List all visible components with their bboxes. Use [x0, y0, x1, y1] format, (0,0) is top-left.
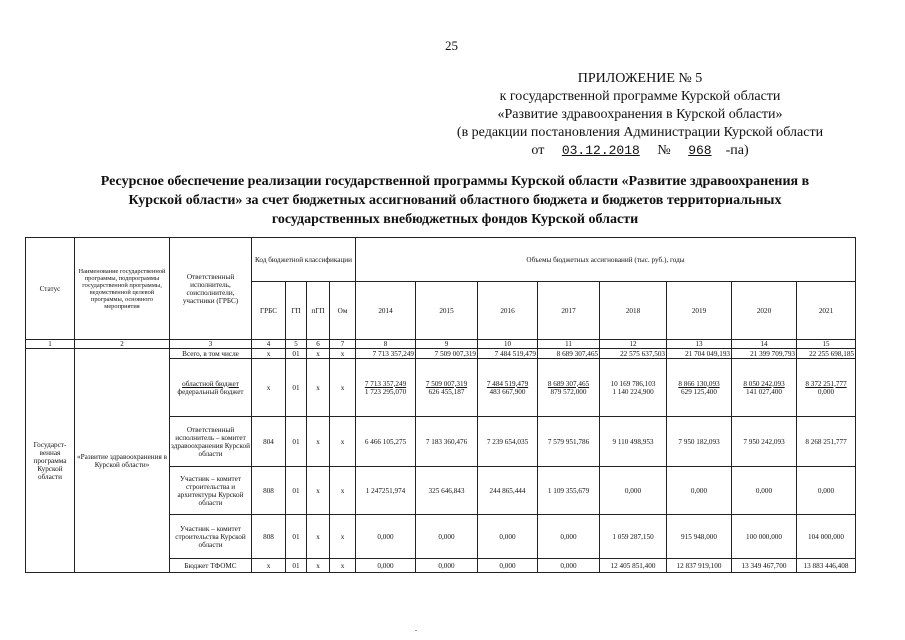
value-cell: 0,000 [416, 515, 478, 559]
value-cell: 7 484 519,479 [478, 349, 538, 359]
executor-cell: Бюджет ТФОМС [170, 559, 252, 573]
grbs-cell: х [252, 359, 286, 417]
federal-value: 879 572,000 [550, 387, 587, 396]
value-cell: 13 883 446,408 [797, 559, 856, 573]
appendix-title: ПРИЛОЖЕНИЕ № 5 [577, 71, 703, 86]
appendix-date-line [400, 142, 880, 160]
regional-value: 7 509 007,319 [425, 379, 468, 388]
value-cell: 21 704 049,193 [667, 349, 732, 359]
header-grbs: ГРБС [252, 282, 286, 340]
value-cell: 22 255 698,185 [797, 349, 856, 359]
value-cell: 7 950 242,093 [732, 417, 797, 467]
column-number: 11 [538, 340, 600, 349]
regional-budget-label: областной бюджет [182, 379, 239, 388]
value-cell: 7 950 182,093 [667, 417, 732, 467]
title-line-3: государственных внебюджетных фондов Курской области [271, 212, 639, 227]
executor-cell: Участник – комитет строительства Курской области [170, 515, 252, 559]
value-cell: 0,000 [356, 559, 416, 573]
column-number: 12 [600, 340, 667, 349]
scan-speck [415, 630, 417, 631]
header-budget-code: Код бюджетной классификации [252, 238, 356, 282]
gp-cell: 01 [286, 417, 307, 467]
grbs-cell: х [252, 559, 286, 573]
resolution-number: 968 [688, 143, 712, 158]
value-cell: 0,000 [797, 467, 856, 515]
pgp-cell: х [307, 359, 330, 417]
column-number: 1 [26, 340, 75, 349]
gp-cell: 01 [286, 515, 307, 559]
value-cell: 12 405 851,400 [600, 559, 667, 573]
value-cell: 0,000 [416, 559, 478, 573]
regional-value: 8 372 251,777 [805, 379, 847, 388]
resolution-date: 03.12.2018 [561, 143, 640, 158]
value-cell: 1 059 287,150 [600, 515, 667, 559]
regional-value: 10 169 786,103 [610, 379, 656, 388]
header-om: Ом [330, 282, 356, 340]
value-cell: 0,000 [600, 467, 667, 515]
header-program-name: Наименование государственной программы, подпрограммы государственной программы, ведомственной целевой программы, основного мероприятия [75, 238, 170, 340]
federal-budget-label: федеральный бюджет [177, 387, 244, 396]
grbs-cell: х [252, 349, 286, 359]
executor-cell: Ответственный исполнитель – комитет здравоохранения Курской области [170, 417, 252, 467]
appendix-program: к государственной программе Курской области [499, 89, 781, 104]
value-cell: 13 349 467,700 [732, 559, 797, 573]
value-cell [797, 359, 856, 417]
value-cell: 0,000 [538, 559, 600, 573]
header-gp: ГП [286, 282, 307, 340]
pgp-cell: х [307, 515, 330, 559]
column-number: 10 [478, 340, 538, 349]
value-cell: 21 399 709,793 [732, 349, 797, 359]
value-cell: 0,000 [732, 467, 797, 515]
regional-value: 8 866 130,093 [678, 379, 720, 388]
column-number: 3 [170, 340, 252, 349]
number-suffix: -па) [725, 143, 749, 158]
om-cell: х [330, 349, 356, 359]
title-line-1: Ресурсное обеспечение реализации государственной программы Курской области «Развитие здравоохранения в [100, 174, 810, 189]
program-name-cell: «Развитие здравоохранения в Курской области» [75, 349, 170, 573]
resource-table [25, 237, 856, 573]
column-number: 4 [252, 340, 286, 349]
value-cell: 9 110 498,953 [600, 417, 667, 467]
federal-value: 1 723 295,070 [364, 387, 407, 396]
value-cell: 244 865,444 [478, 467, 538, 515]
value-cell [478, 359, 538, 417]
column-number: 13 [667, 340, 732, 349]
federal-value: 626 455,187 [428, 387, 465, 396]
value-cell: 104 000,000 [797, 515, 856, 559]
value-cell: 0,000 [538, 515, 600, 559]
value-cell: 7 183 360,476 [416, 417, 478, 467]
column-number: 9 [416, 340, 478, 349]
grbs-cell: 804 [252, 417, 286, 467]
header-year: 2019 [667, 282, 732, 340]
federal-value: 141 027,400 [746, 387, 782, 396]
value-cell: 8 268 251,777 [797, 417, 856, 467]
header-year: 2018 [600, 282, 667, 340]
om-cell: х [330, 467, 356, 515]
executor-cell [170, 359, 252, 417]
value-cell [356, 359, 416, 417]
pgp-cell: х [307, 467, 330, 515]
value-cell: 1 109 355,679 [538, 467, 600, 515]
header-executor: Ответственный исполнитель, соисполнители, участники (ГРБС) [170, 238, 252, 340]
column-number-row [26, 340, 856, 349]
document-title [40, 172, 870, 229]
header-year: 2020 [732, 282, 797, 340]
value-cell: 915 948,000 [667, 515, 732, 559]
column-number: 8 [356, 340, 416, 349]
value-cell [732, 359, 797, 417]
page-number: 25 [445, 38, 458, 53]
value-cell: 0,000 [478, 559, 538, 573]
appendix-program-name: «Развитие здравоохранения в Курской области» [497, 107, 783, 122]
om-cell: х [330, 559, 356, 573]
header-volumes: Объемы бюджетных ассигнований (тыс. руб.), годы [356, 238, 856, 282]
value-cell: 7 713 357,249 [356, 349, 416, 359]
om-cell: х [330, 359, 356, 417]
header-status: Статус [26, 238, 75, 340]
header-year: 2017 [538, 282, 600, 340]
column-number: 15 [797, 340, 856, 349]
column-number: 14 [732, 340, 797, 349]
value-cell: 7 509 007,319 [416, 349, 478, 359]
table-row [26, 349, 856, 359]
value-cell: 7 239 654,035 [478, 417, 538, 467]
column-number: 7 [330, 340, 356, 349]
value-cell: 100 000,000 [732, 515, 797, 559]
header-year: 2015 [416, 282, 478, 340]
title-line-2: Курской области» за счет бюджетных ассигнований областного бюджета и бюджетов территориальных [128, 193, 782, 208]
om-cell: х [330, 417, 356, 467]
value-cell [538, 359, 600, 417]
value-cell: 0,000 [667, 467, 732, 515]
value-cell: 325 646,843 [416, 467, 478, 515]
grbs-cell: 808 [252, 515, 286, 559]
column-number: 6 [307, 340, 330, 349]
regional-value: 7 484 519,479 [486, 379, 529, 388]
grbs-cell: 808 [252, 467, 286, 515]
appendix-resolution: (в редакции постановления Администрации Курской области [456, 125, 824, 140]
executor-cell: Участник – комитет строительства и архитектуры Курской области [170, 467, 252, 515]
regional-value: 7 713 357,249 [364, 379, 407, 388]
federal-value: 483 667,900 [489, 387, 526, 396]
value-cell: 12 837 919,100 [667, 559, 732, 573]
value-cell: 8 689 307,465 [538, 349, 600, 359]
pgp-cell: х [307, 559, 330, 573]
from-label: от [531, 143, 545, 158]
number-label: № [657, 143, 671, 158]
header-year: 2021 [797, 282, 856, 340]
header-year: 2014 [356, 282, 416, 340]
value-cell: 1 247251,974 [356, 467, 416, 515]
header-year: 2016 [478, 282, 538, 340]
column-number: 5 [286, 340, 307, 349]
value-cell [600, 359, 667, 417]
value-cell: 0,000 [356, 515, 416, 559]
column-number: 2 [75, 340, 170, 349]
om-cell: х [330, 515, 356, 559]
value-cell: 0,000 [478, 515, 538, 559]
value-cell: 6 466 105,275 [356, 417, 416, 467]
value-cell: 22 575 637,503 [600, 349, 667, 359]
value-cell [667, 359, 732, 417]
appendix-header [400, 70, 880, 160]
federal-value: 629 125,400 [681, 387, 717, 396]
gp-cell: 01 [286, 559, 307, 573]
federal-value: 1 140 224,900 [612, 387, 654, 396]
value-cell: 7 579 951,786 [538, 417, 600, 467]
status-cell: Государст-венная программа Курской области [26, 349, 75, 573]
header-pgp: пГП [307, 282, 330, 340]
pgp-cell: х [307, 349, 330, 359]
pgp-cell: х [307, 417, 330, 467]
regional-value: 8 689 307,465 [547, 379, 590, 388]
federal-value: 0,000 [817, 387, 835, 396]
gp-cell: 01 [286, 359, 307, 417]
value-cell [416, 359, 478, 417]
executor-cell: Всего, в том числе [170, 349, 252, 359]
gp-cell: 01 [286, 467, 307, 515]
gp-cell: 01 [286, 349, 307, 359]
regional-value: 8 050 242,093 [743, 379, 785, 388]
